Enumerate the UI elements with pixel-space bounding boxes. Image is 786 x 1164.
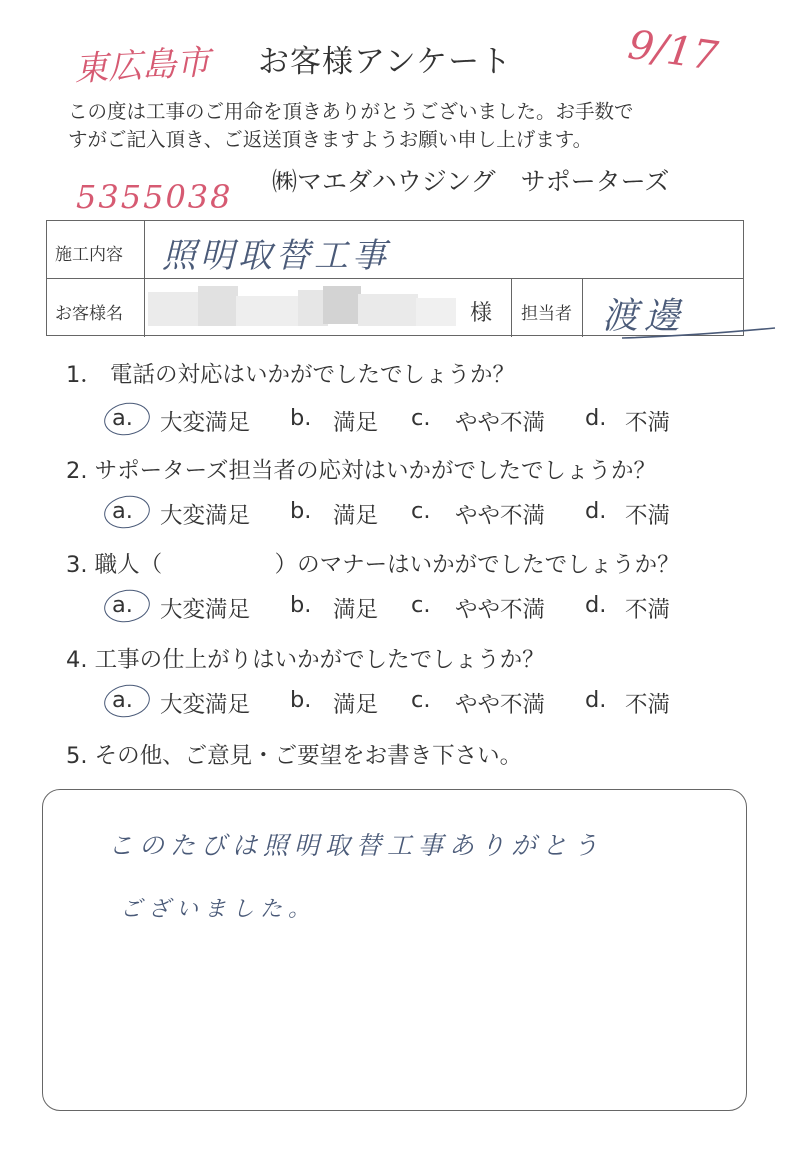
staff-underline-stroke <box>620 320 780 344</box>
q4-option-b-text[interactable]: 満足 <box>333 692 379 718</box>
q1-option-d-key[interactable]: d. <box>585 405 607 431</box>
q4-option-b-key[interactable]: b. <box>290 687 312 713</box>
q1-option-c-key[interactable]: c. <box>411 405 431 431</box>
intro-line-1: この度は工事のご用命を頂きありがとうございました。お手数で <box>68 100 634 123</box>
redacted-customer-name <box>148 286 466 330</box>
q3-option-b-text[interactable]: 満足 <box>333 597 379 623</box>
q3-option-c-key[interactable]: c. <box>411 592 431 618</box>
company-name: ㈱マエダハウジング サポーターズ <box>272 167 670 196</box>
q2-option-a-text[interactable]: 大変満足 <box>160 503 251 529</box>
q1-option-b-key[interactable]: b. <box>290 405 312 431</box>
comment-line-2: ございました。 <box>120 897 317 922</box>
question-5: 5. その他、ご意見・ご要望をお書き下さい。 <box>66 743 523 769</box>
page-title: お客様アンケート <box>258 44 513 80</box>
q2-option-d-text[interactable]: 不満 <box>625 503 671 529</box>
q3-answer-circle <box>102 586 153 626</box>
question-1: 1． 電話の対応はいかがでしたでしょうか？ <box>66 362 515 388</box>
q2-option-b-text[interactable]: 満足 <box>333 503 379 529</box>
q2-option-b-key[interactable]: b. <box>290 498 312 524</box>
question-2: 2. サポーターズ担当者の応対はいかがでしたでしょうか？ <box>66 458 657 484</box>
customer-code: 5355038 <box>76 178 233 216</box>
q3-option-d-text[interactable]: 不満 <box>625 597 671 623</box>
question-4: 4. 工事の仕上がりはいかがでしたでしょうか？ <box>66 647 545 673</box>
q3-option-c-text[interactable]: やや不満 <box>455 597 546 623</box>
q1-option-c-text[interactable]: やや不満 <box>455 410 546 436</box>
honorific-sama: 様 <box>470 301 493 326</box>
q4-option-c-key[interactable]: c. <box>411 687 431 713</box>
q1-option-d-text[interactable]: 不満 <box>625 410 671 436</box>
question-3: 3. 職人（ ）のマナーはいかがでしたでしょうか？ <box>66 552 680 578</box>
staff-label: 担当者 <box>521 304 572 324</box>
q2-option-d-key[interactable]: d. <box>585 498 607 524</box>
q4-option-d-key[interactable]: d. <box>585 687 607 713</box>
q3-option-d-key[interactable]: d. <box>585 592 607 618</box>
q1-option-a-text[interactable]: 大変満足 <box>160 410 251 436</box>
q3-option-a-text[interactable]: 大変満足 <box>160 597 251 623</box>
customer-label: お客様名 <box>55 304 123 324</box>
q3-option-a-key[interactable]: a. <box>112 592 133 618</box>
work-label: 施工内容 <box>55 245 123 265</box>
q4-option-a-text[interactable]: 大変満足 <box>160 692 251 718</box>
q4-option-a-key[interactable]: a. <box>112 687 133 713</box>
staff-value-handwritten: 渡邊 <box>602 296 687 337</box>
q2-option-c-text[interactable]: やや不満 <box>455 503 546 529</box>
date-handwritten: 9/17 <box>625 21 721 81</box>
work-value-handwritten: 照明取替工事 <box>162 236 390 276</box>
comment-line-1: このたびは照明取替工事ありがとう <box>108 831 605 860</box>
city-handwritten: 東広島市 <box>73 42 212 90</box>
q4-answer-circle <box>102 681 153 721</box>
q1-answer-circle <box>102 399 153 439</box>
q2-answer-circle <box>102 492 153 532</box>
q1-option-b-text[interactable]: 満足 <box>333 410 379 436</box>
q3-option-b-key[interactable]: b. <box>290 592 312 618</box>
q4-option-c-text[interactable]: やや不満 <box>455 692 546 718</box>
q1-option-a-key[interactable]: a. <box>112 405 133 431</box>
q4-option-d-text[interactable]: 不満 <box>625 692 671 718</box>
q2-option-a-key[interactable]: a. <box>112 498 133 524</box>
intro-line-2: すがご記入頂き、ご返送頂きますようお願い申し上げます。 <box>68 128 593 151</box>
q2-option-c-key[interactable]: c. <box>411 498 431 524</box>
